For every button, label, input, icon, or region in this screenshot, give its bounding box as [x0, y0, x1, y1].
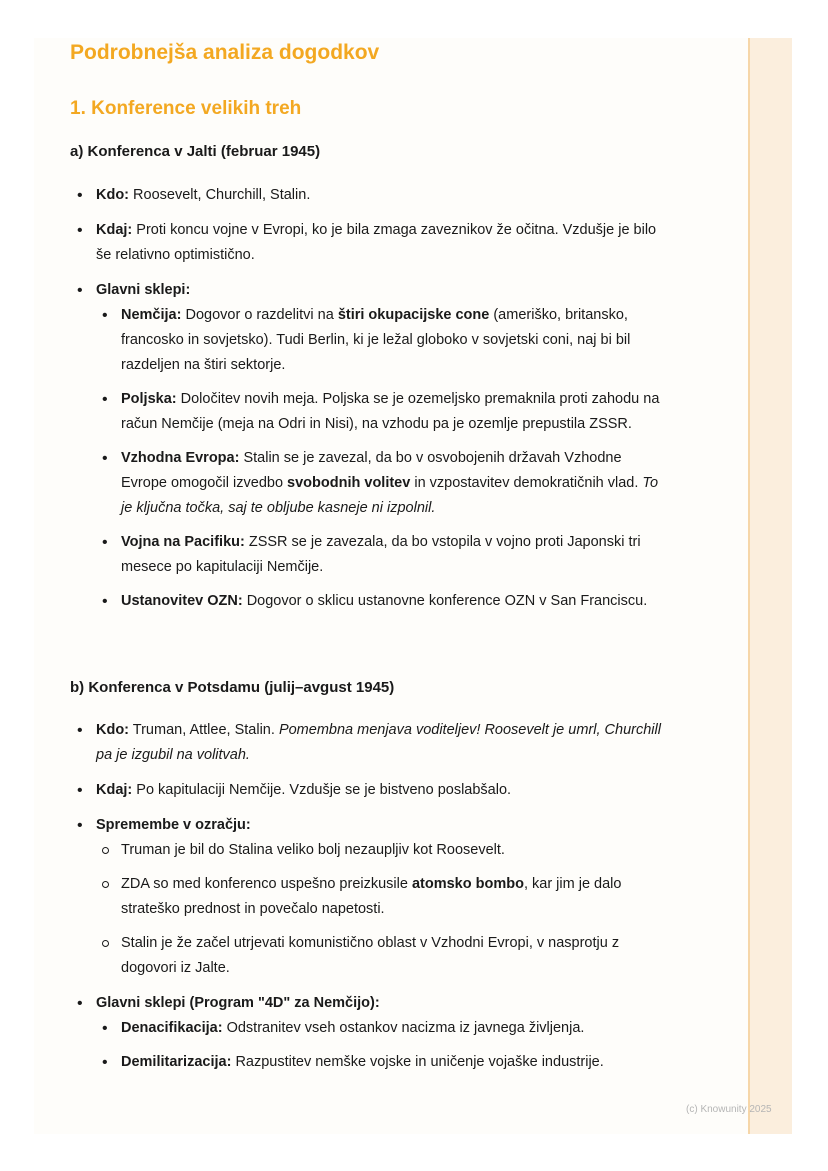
yalta-item-ozn: [70, 589, 670, 614]
potsdam-kdaj-label: Kdaj:: [96, 782, 133, 798]
item-bold: štiri okupacijske cone: [337, 307, 490, 323]
item-text: Truman je bil do Stalina veliko bolj nezaupljiv kot Roosevelt.: [121, 842, 505, 858]
potsdam-spremembe-label: Spremembe v ozračju:: [96, 817, 251, 833]
item-text: Razpustitev nemške vojske in uničenje vojaške industrije.: [231, 1054, 604, 1070]
yalta-item-pacifik: [70, 530, 670, 580]
item-label: Ustanovitev OZN:: [121, 593, 243, 609]
sklepi-item-denacifikacija: [70, 1016, 670, 1041]
yalta-kdaj-text: Proti koncu vojne v Evropi, ko je bila zmaga zaveznikov že očitna. Vzdušje je bilo še relativno optimistično.: [96, 222, 657, 263]
item-label: Nemčija:: [121, 307, 182, 323]
copyright-footer: (c) Knowunity 2025: [686, 1104, 772, 1115]
yalta-kdaj: [70, 218, 670, 268]
spremembe-item: [70, 872, 670, 922]
yalta-heading: a) Konferenca v Jalti (februar 1945): [70, 143, 321, 160]
item-text: ZSSR se je zavezala, da bo vstopila v vojno proti Japonski tri mesece po kapitulaciji Nemčije.: [121, 534, 641, 575]
potsdam-kdaj-text: Po kapitulaciji Nemčije. Vzdušje se je bistveno poslabšalo.: [132, 782, 512, 798]
potsdam-list: [70, 718, 670, 1075]
potsdam-kdo-italic: Pomembna menjava voditeljev! Roosevelt je umrl, Churchill pa je izgubil na volitvah.: [96, 722, 661, 763]
item-text-2: , kar jim je dalo strateško prednost in povečalo napetosti.: [121, 876, 622, 917]
item-bold: atomsko bombo: [411, 876, 524, 892]
item-text: Dogovor o razdelitvi na: [181, 307, 338, 323]
potsdam-kdo: [70, 718, 670, 768]
potsdam-sklepi: [70, 991, 670, 1016]
yalta-kdo: [70, 183, 670, 208]
page-edge-stripe: [748, 38, 792, 1134]
page-edge-line: [748, 38, 750, 1134]
yalta-sklepi-label: Glavni sklepi:: [96, 282, 191, 298]
yalta-item-vzhodna-evropa: [70, 446, 670, 521]
item-text: ZDA so med konferenco uspešno preizkusile: [121, 876, 412, 892]
yalta-list: [70, 183, 670, 614]
section-title: 1. Konference velikih treh: [70, 98, 302, 119]
item-label: Vojna na Pacifiku:: [121, 534, 245, 550]
potsdam-spremembe: [70, 813, 670, 838]
item-label: Demilitarizacija:: [121, 1054, 232, 1070]
item-label: Denacifikacija:: [121, 1020, 223, 1036]
potsdam-kdo-label: Kdo:: [96, 722, 130, 738]
item-text: Odstranitev vseh ostankov nacizma iz javnega življenja.: [222, 1020, 585, 1036]
yalta-kdaj-label: Kdaj:: [96, 222, 133, 238]
yalta-kdo-text: Roosevelt, Churchill, Stalin.: [129, 187, 311, 203]
yalta-item-poljska: [70, 387, 670, 437]
potsdam-heading: b) Konferenca v Potsdamu (julij–avgust 1945): [70, 679, 395, 696]
sklepi-item-demilitarizacija: [70, 1050, 670, 1075]
page-title: Podrobnejša analiza dogodkov: [70, 41, 380, 64]
item-bold: svobodnih volitev: [287, 475, 411, 491]
item-text: Stalin je že začel utrjevati komunistično oblast v Vzhodni Evropi, v nasprotju z dogovori iz Jalte.: [121, 935, 620, 976]
yalta-item-nemcija: [70, 303, 670, 378]
item-label: Poljska:: [121, 391, 177, 407]
item-text-2: in vzpostavitev demokratičnih vlad.: [410, 475, 643, 491]
item-label: Vzhodna Evropa:: [121, 450, 240, 466]
yalta-kdo-label: Kdo:: [96, 187, 130, 203]
item-text: Določitev novih meja. Poljska se je ozemeljsko premaknila proti zahodu na račun Nemčije (meja na Odri in Nisi), na vzhodu pa je ozemlje prepustila ZSSR.: [121, 391, 660, 432]
spremembe-item: [70, 931, 670, 981]
item-italic: To je ključna točka, saj te obljube kasneje ni izpolnil.: [121, 475, 659, 516]
potsdam-kdaj: [70, 778, 670, 803]
item-text-2: (ameriško, britansko, francosko in sovjetsko). Tudi Berlin, ki je ležal globoko v sovjetski coni, naj bi bil razdeljen na štiri sektorje.: [121, 307, 631, 373]
spremembe-item: [70, 838, 670, 863]
item-text: Stalin se je zavezal, da bo v osvobojenih državah Vzhodne Evrope omogočil izvedbo: [121, 450, 622, 491]
item-text: Dogovor o sklicu ustanovne konference OZN v San Franciscu.: [242, 593, 648, 609]
yalta-sklepi: [70, 278, 670, 303]
potsdam-sklepi-label: Glavni sklepi (Program "4D" za Nemčijo):: [96, 995, 380, 1011]
potsdam-kdo-text: Truman, Attlee, Stalin.: [129, 722, 279, 738]
